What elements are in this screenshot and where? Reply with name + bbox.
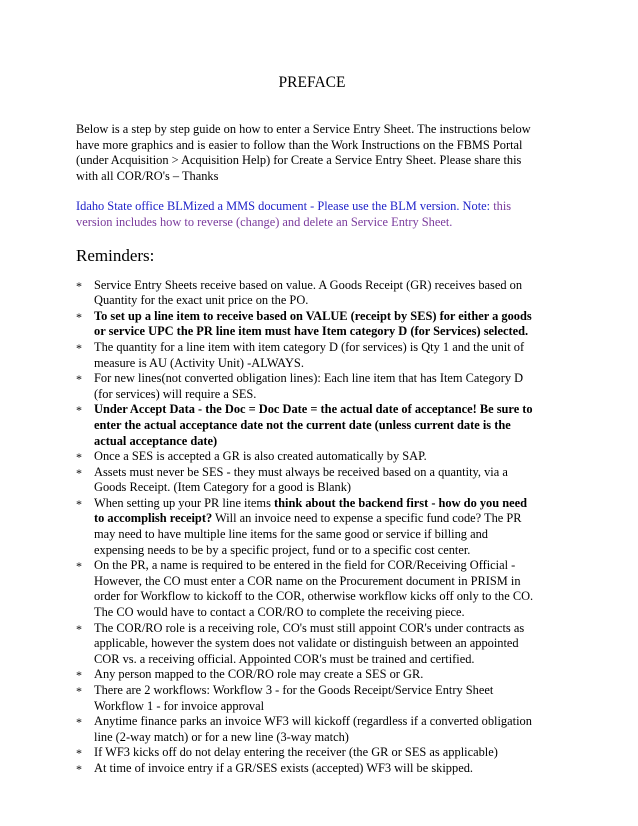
list-item	[76, 449, 538, 465]
list-item	[76, 714, 538, 745]
bullet-text: At time of invoice entry if a GR/SES exists (accepted) WF3 will be skipped.	[94, 760, 473, 775]
bullet-text: Once a SES is accepted a GR is also created automatically by SAP.	[94, 449, 427, 464]
bullet-text: On the PR, a name is required to be entered in the field for COR/Receiving Official - However, the CO must enter a COR name on the Procurement document in PRISM in order for Workflow to kickoff to the COR, otherwise workflow kicks off only to the CO. The CO would have to contact a COR/RO to complete the receiving piece.	[94, 558, 534, 620]
reminders-heading: Reminders:	[76, 245, 155, 265]
bullet-bold-text: To set up a line item to receive based on VALUE (receipt by SES) for either a goods or service UPC the PR line item must have Item category D (for Services) selected.	[94, 308, 532, 339]
bullet-marker: *	[76, 668, 82, 683]
bullet-bold-text: think about the backend first - how do you need to accomplish receipt?	[94, 495, 528, 526]
intro-paragraph: Below is a step by step guide on how to enter a Service Entry Sheet. The instructions below have more graphics and is easier to follow than the Work Instructions on the FBMS Portal (under Acquisition > Acquisition Help) for Create a Service Entry Sheet. Please share this with all COR/RO's – Thanks	[76, 122, 531, 183]
blm-note-paragraph	[76, 199, 538, 230]
list-item	[76, 309, 538, 340]
bullet-text: Assets must never be SES - they must always be received based on a quantity, via a Goods Receipt. (Item Category for a good is Blank)	[94, 464, 508, 495]
bullet-marker: *	[76, 621, 82, 636]
bullet-marker: *	[76, 684, 82, 698]
bullet-marker: *	[76, 309, 82, 324]
bullet-text: Service Entry Sheets receive based on value. A Goods Receipt (GR) receives based on Quantity for the exact unit price on the PO.	[94, 277, 523, 308]
bullet-text: Will an invoice need to expense a specific fund code? The PR may need to have multiple line items for the same good or service if billing and expensing needs to be by a specific project, fund or to a specific cost center.	[94, 511, 522, 557]
list-item	[76, 667, 538, 683]
list-item	[76, 340, 538, 371]
bullet-marker: *	[76, 403, 82, 418]
list-item	[76, 761, 538, 777]
bullet-marker: *	[76, 465, 82, 480]
list-item	[76, 278, 538, 309]
bullet-marker: *	[76, 496, 82, 511]
blm-note-blue-text: Idaho State office BLMized a MMS document - Please use the BLM version. Note:	[76, 199, 494, 214]
bullet-text: Any person mapped to the COR/RO role may create a SES or GR.	[94, 667, 424, 682]
bullet-text: If WF3 kicks off do not delay entering the receiver (the GR or SES as applicable)	[94, 745, 498, 760]
bullet-text: The quantity for a line item with item category D (for services) is Qty 1 and the unit of measure is AU (Activity Unit) -ALWAYS.	[94, 339, 525, 370]
bullet-marker: *	[76, 372, 82, 387]
bullet-text: The COR/RO role is a receiving role, CO's must still appoint COR's under contracts as applicable, however the system does not validate or distinguish between an appointed COR vs. a receiving official. Appointed COR's must be trained and certified.	[94, 620, 525, 666]
bullet-text: Anytime finance parks an invoice WF3 will kickoff (regardless if a converted obligation line (2-way match) or for a new line (3-way match)	[94, 714, 532, 744]
list-item	[76, 621, 538, 668]
list-item	[76, 558, 538, 620]
list-item	[76, 496, 538, 558]
list-item	[76, 402, 538, 449]
blm-note-purple-text: this version includes how to reverse (change) and delete an Service Entry Sheet.	[76, 199, 512, 229]
list-item	[76, 683, 538, 714]
bullet-marker: *	[76, 450, 82, 465]
bullet-marker: *	[76, 340, 82, 355]
bullet-marker: *	[76, 715, 82, 730]
list-item	[76, 745, 538, 761]
bullet-text: There are 2 workflows: Workflow 3 - for the Goods Receipt/Service Entry Sheet Workflow 1 - for invoice approval	[94, 683, 494, 713]
page-title: PREFACE	[278, 74, 346, 91]
bullet-text: When setting up your PR line items	[94, 495, 274, 510]
list-item	[76, 371, 538, 402]
bullet-marker: *	[76, 746, 82, 761]
bullet-marker: *	[76, 559, 82, 574]
list-item	[76, 465, 538, 496]
bullet-marker: *	[76, 761, 82, 776]
reminders-list	[76, 278, 538, 777]
bullet-bold-text: Under Accept Data - the Doc = Doc Date = the actual date of acceptance! Be sure to enter the actual acceptance date not the current date (unless current date is the actual acceptance date)	[94, 402, 533, 448]
bullet-text: For new lines(not converted obligation lines): Each line item that has Item Category D (for services) will require a SES.	[94, 371, 524, 401]
bullet-marker: *	[76, 278, 82, 293]
